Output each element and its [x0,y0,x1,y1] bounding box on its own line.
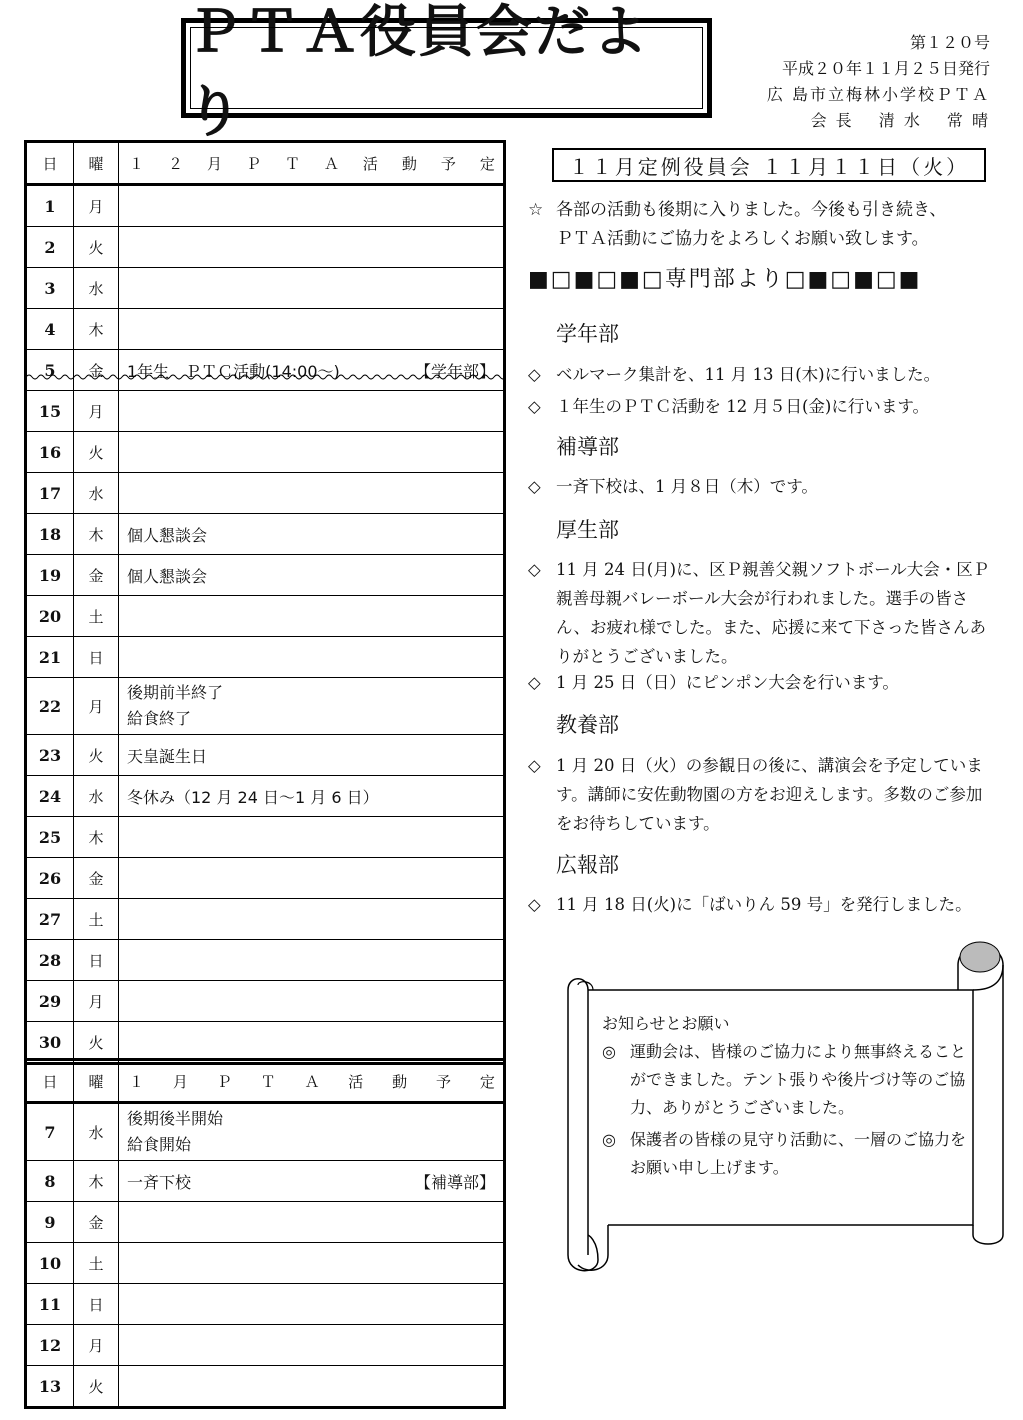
event-cell [119,350,505,391]
day-number: 3 [26,268,74,309]
schedule-title-char: 定 [479,1072,495,1091]
president-name: 会 長 清 水 常 晴 [810,111,990,130]
day-number: 30 [26,1022,74,1064]
day-number: 4 [26,309,74,350]
weekday: 木 [74,817,119,858]
table-row [26,227,505,268]
dept-item [528,472,993,501]
weekday: 木 [74,1161,119,1202]
event-cell [119,1366,505,1408]
weekday: 水 [74,268,119,309]
weekday: 金 [74,1202,119,1243]
dec-header-row [26,142,505,185]
dept-hodo-title: 補導部 [556,435,619,459]
diamond-icon: ◇ [528,560,541,579]
day-number: 24 [26,776,74,817]
schedule-title-char: Ａ [304,1072,320,1091]
table-row [26,268,505,309]
event-cell [119,899,505,940]
day-number: 2 [26,227,74,268]
issue-meta [740,30,990,134]
event-line [127,1170,503,1193]
event-cell [119,185,505,227]
event-line [127,523,503,546]
title-inner-border [190,27,703,109]
table-row [26,514,505,555]
weekday: 火 [74,735,119,776]
event-text: 1年生 ＰＴＣ活動(14:00～) [127,361,340,381]
weekday: 水 [74,776,119,817]
event-cell [119,473,505,514]
schedule-title-char: Ｐ [216,1072,232,1091]
event-text: 一斉下校 [127,1172,192,1192]
weekday: 月 [74,678,119,735]
schedule-title-char: Ｐ [245,154,261,173]
day-number: 5 [26,350,74,391]
day-number: 29 [26,981,74,1022]
dept-item [528,751,993,838]
schedule-title-char: Ｔ [284,154,300,173]
weekday: 金 [74,555,119,596]
day-number: 10 [26,1243,74,1284]
event-cell [119,817,505,858]
day-number: 8 [26,1161,74,1202]
event-cell [119,1325,505,1366]
event-text: 後期前半終了 [127,683,224,702]
col-day-header: 日 [26,1060,74,1103]
day-number: 18 [26,514,74,555]
event-cell [119,1103,505,1161]
issue-number: 第１２０号 [909,33,990,52]
schedule-title [119,153,503,174]
day-number: 20 [26,596,74,637]
table-row [26,555,505,596]
weekday: 日 [74,637,119,678]
diamond-icon: ◇ [528,477,541,496]
notice-item [602,1126,974,1182]
event-cell [119,678,505,735]
event-text: 個人懇談会 [127,525,208,545]
schedule-title-char: １ [129,1072,145,1091]
wavy-break-line [26,373,504,381]
day-number: 11 [26,1284,74,1325]
day-number: 17 [26,473,74,514]
event-cell [119,555,505,596]
diamond-icon: ◇ [528,365,541,384]
event-cell [119,1243,505,1284]
schedule-title-char: 予 [440,154,456,173]
event-cell [119,940,505,981]
notice-title: お知らせとお願い [602,1014,730,1033]
january-schedule-table [24,1058,506,1409]
day-number: 7 [26,1103,74,1161]
newsletter-title: ＰＴＡ役員会だより [186,0,650,145]
event-cell [119,596,505,637]
table-row [26,350,505,391]
table-row [26,1243,505,1284]
table-row [26,776,505,817]
event-cell [119,309,505,350]
schedule-title-char: 活 [348,1072,364,1091]
dept-kyoyo-title: 教養部 [556,713,619,737]
col-weekday-header: 曜 [74,142,119,185]
weekday: 木 [74,309,119,350]
event-text: 冬休み（12 月 24 日～1 月 6 日） [127,787,379,807]
schedule-title-char: ２ [167,154,183,173]
dept-gakunen-title: 学年部 [556,322,619,346]
schedule-title-header [119,1060,505,1103]
table-row [26,432,505,473]
table-row [26,185,505,227]
weekday: 土 [74,1243,119,1284]
weekday: 月 [74,391,119,432]
weekday: 日 [74,1284,119,1325]
intro-line1: 各部の活動も後期に入りました。今後も引き続き、 [556,200,947,220]
event-cell [119,514,505,555]
event-text: 個人懇談会 [127,566,208,586]
table-row [26,391,505,432]
schedule-title-char: 定 [479,154,495,173]
weekday: 火 [74,432,119,473]
day-number: 21 [26,637,74,678]
day-number: 1 [26,185,74,227]
dept-item [528,668,993,697]
weekday: 火 [74,227,119,268]
double-circle-icon: ◎ [602,1042,616,1061]
table-row [26,1161,505,1202]
schedule-title-char: 動 [392,1072,408,1091]
table-row [26,1325,505,1366]
event-cell [119,268,505,309]
jan-header-row [26,1060,505,1103]
schedule-title-header [119,142,505,185]
day-number: 26 [26,858,74,899]
event-text: 天皇誕生日 [127,746,208,766]
table-row [26,1103,505,1161]
day-number: 27 [26,899,74,940]
col-day-header: 日 [26,142,74,185]
dept-item [528,890,993,919]
schedule-title-char: 月 [206,154,222,173]
dept-koho-title: 広報部 [556,853,619,877]
event-cell [119,1284,505,1325]
intro-text [528,196,998,254]
dept-item [528,392,993,421]
double-circle-icon: ◎ [602,1130,616,1149]
weekday: 金 [74,350,119,391]
weekday: 土 [74,899,119,940]
schedule-title-char: １ [129,154,145,173]
december-schedule-table [24,140,506,1065]
table-row [26,637,505,678]
notice-box [602,1010,974,1182]
dept-item-text: 11 月 18 日(火)に「ばいりん 59 号」を発行しました。 [556,895,972,914]
weekday: 水 [74,473,119,514]
event-line [127,785,503,808]
day-number: 15 [26,391,74,432]
event-cell [119,981,505,1022]
table-row [26,1366,505,1408]
day-number: 13 [26,1366,74,1408]
dept-kosei-title: 厚生部 [556,518,619,542]
day-number: 25 [26,817,74,858]
event-cell [119,776,505,817]
event-tag: 【補導部】 [414,1172,495,1192]
event-cell [119,1161,505,1202]
day-number: 9 [26,1202,74,1243]
day-number: 12 [26,1325,74,1366]
table-row [26,596,505,637]
weekday: 月 [74,981,119,1022]
schedule-title-char: Ｔ [260,1072,276,1091]
table-row [26,735,505,776]
event-text: 給食開始 [127,1135,192,1154]
schedule-title-char: Ａ [323,154,339,173]
dept-item-text: 一斉下校は、1 月８日（木）です。 [556,477,818,496]
table-row [26,1202,505,1243]
intro-line2: ＰＴＡ活動にご協力をよろしくお願い致します。 [556,229,929,249]
table-row [26,1284,505,1325]
table-row [26,858,505,899]
star-icon: ☆ [528,200,544,220]
day-number: 16 [26,432,74,473]
table-row [26,309,505,350]
diamond-icon: ◇ [528,673,541,692]
weekday: 火 [74,1366,119,1408]
dept-item [528,360,993,389]
day-number: 22 [26,678,74,735]
day-number: 19 [26,555,74,596]
issue-date: 平成２０年１１月２５日発行 [781,59,990,78]
weekday: 火 [74,1022,119,1064]
col-weekday-header: 曜 [74,1060,119,1103]
dept-item-text: ベルマーク集計を、11 月 13 日(木)に行いました。 [556,365,941,384]
meeting-title: １１月定例役員会 １１月１１日（火） [552,148,986,182]
table-row [26,940,505,981]
event-cell [119,1202,505,1243]
event-text: 後期後半開始 [127,1109,224,1128]
weekday: 月 [74,185,119,227]
schedule-title-char: 動 [401,154,417,173]
dept-item [528,555,993,671]
dept-item-text: １年生のＰＴＣ活動を 12 月５日(金)に行います。 [556,397,930,416]
newsletter-title-box [181,0,712,145]
weekday: 日 [74,940,119,981]
event-cell [119,432,505,473]
event-cell [119,858,505,899]
event-text: 給食終了 [127,709,192,728]
weekday: 木 [74,514,119,555]
day-number: 23 [26,735,74,776]
dept-item-text: 1 月 25 日（日）にピンポン大会を行います。 [556,673,899,692]
day-number: 28 [26,940,74,981]
section-heading: ■□■□■□専門部より□■□■□■ [528,267,922,292]
event-cell [119,637,505,678]
schedule-title [119,1071,503,1092]
notice-item-text: 保護者の皆様の見守り活動に、一層のご協力をお願い申し上げます。 [630,1130,967,1177]
dept-item-text: 11 月 24 日(月)に、区Ｐ親善父親ソフトボール大会・区Ｐ親善母親バレーボール大会が行われました。選手の皆さん、お疲れ様でした。また、応援に来て下さった皆さんありがとうございました。 [556,560,990,666]
dept-item-text: 1 月 20 日（火）の参観日の後に、講演会を予定しています。講師に安佐動物園の方をお迎えします。多数のご参加をお待ちしています。 [556,756,983,833]
weekday: 土 [74,596,119,637]
table-row [26,899,505,940]
table-row [26,817,505,858]
weekday: 水 [74,1103,119,1161]
schedule-title-char: 月 [172,1072,188,1091]
weekday: 金 [74,858,119,899]
notice-item-text: 運動会は、皆様のご協力により無事終えることができました。テント張りや後片づけ等のご協力、ありがとうございました。 [630,1042,967,1117]
diamond-icon: ◇ [528,756,541,775]
school-name: 広 島市立梅林小学校ＰＴＡ [766,85,990,104]
event-cell [119,391,505,432]
notice-item [602,1038,974,1122]
diamond-icon: ◇ [528,895,541,914]
schedule-title-char: 予 [436,1072,452,1091]
table-row [26,981,505,1022]
event-tag: 【学年部】 [414,361,495,381]
diamond-icon: ◇ [528,397,541,416]
event-line [127,564,503,587]
table-row [26,473,505,514]
event-line [127,744,503,767]
event-cell [119,227,505,268]
table-row [26,678,505,735]
schedule-title-char: 活 [362,154,378,173]
event-cell [119,735,505,776]
weekday: 月 [74,1325,119,1366]
